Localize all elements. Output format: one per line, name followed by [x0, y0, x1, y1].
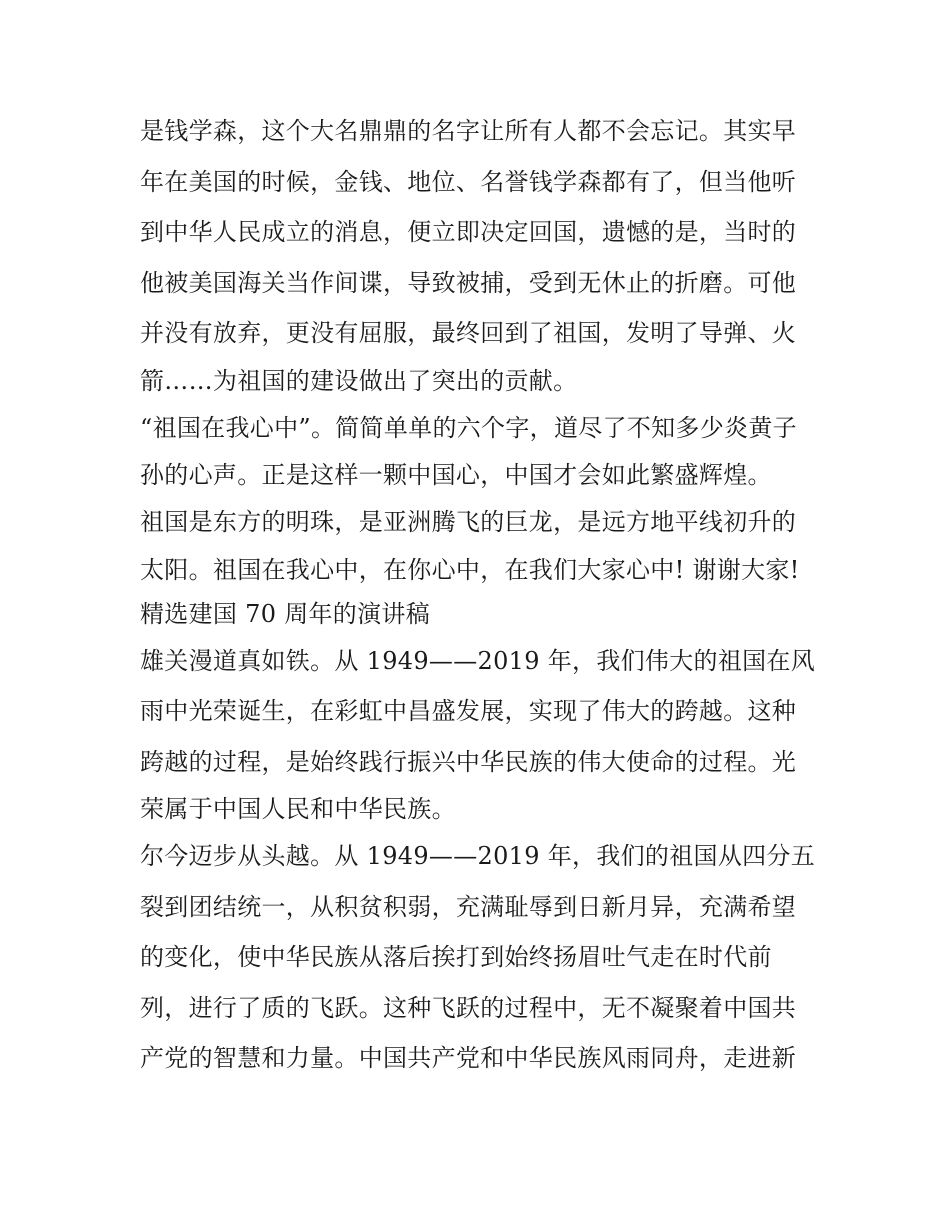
document-body — [140, 106, 820, 1084]
text-line: 祖国是东方的明珠，是亚洲腾飞的巨龙，是远方地平线初升的 — [140, 508, 797, 536]
text-line: 是钱学森，这个大名鼎鼎的名字让所有人都不会忘记。其实早 — [140, 117, 797, 145]
text-line: 跨越的过程，是始终践行振兴中华民族的伟大使命的过程。光 — [140, 747, 797, 776]
text-line: 箭……为祖国的建设做出了突出的贡献。 — [140, 366, 578, 395]
text-line: 太阳。祖国在我心中，在你心中，在我们大家心中! 谢谢大家! — [140, 555, 800, 584]
text-line: 他被美国海关当作间谍，导致被捕，受到无休止的折磨。可他 — [140, 268, 797, 297]
text-line: 并没有放弃，更没有屈服，最终回到了祖国，发明了导弹、火 — [140, 319, 797, 347]
text-line: “祖国在我心中”。简简单单的六个字，道尽了不知多少炎黄子 — [140, 413, 797, 442]
text-line: 雄关漫道真如铁。从 1949——2019 年，我们伟大的祖国在风 — [140, 646, 816, 675]
text-line: 荣属于中国人民和中华民族。 — [140, 795, 456, 823]
text-line: 裂到团结统一，从积贫积弱，充满耻辱到日新月异，充满希望 — [140, 892, 797, 921]
text-line: 到中华人民成立的消息，便立即决定回国，遗憾的是，当时的 — [140, 218, 797, 246]
text-line: 尔今迈步从头越。从 1949——2019 年，我们的祖国从四分五 — [140, 842, 816, 870]
text-line: 年在美国的时候，金钱、地位、名誉钱学森都有了，但当他听 — [140, 167, 797, 196]
section-heading: 精选建国 70 周年的演讲稿 — [140, 599, 430, 628]
text-line: 产党的智慧和力量。中国共产党和中华民族风雨同舟，走进新 — [140, 1044, 797, 1072]
text-line: 的变化，使中华民族从落后挨打到始终扬眉吐气走在时代前 — [140, 943, 772, 971]
text-line: 列，进行了质的飞跃。这种飞跃的过程中，无不凝聚着中国共 — [140, 993, 797, 1022]
text-line: 雨中光荣诞生，在彩虹中昌盛发展，实现了伟大的跨越。这种 — [140, 697, 797, 725]
text-line: 孙的心声。正是这样一颗中国心，中国才会如此繁盛辉煌。 — [140, 461, 772, 489]
